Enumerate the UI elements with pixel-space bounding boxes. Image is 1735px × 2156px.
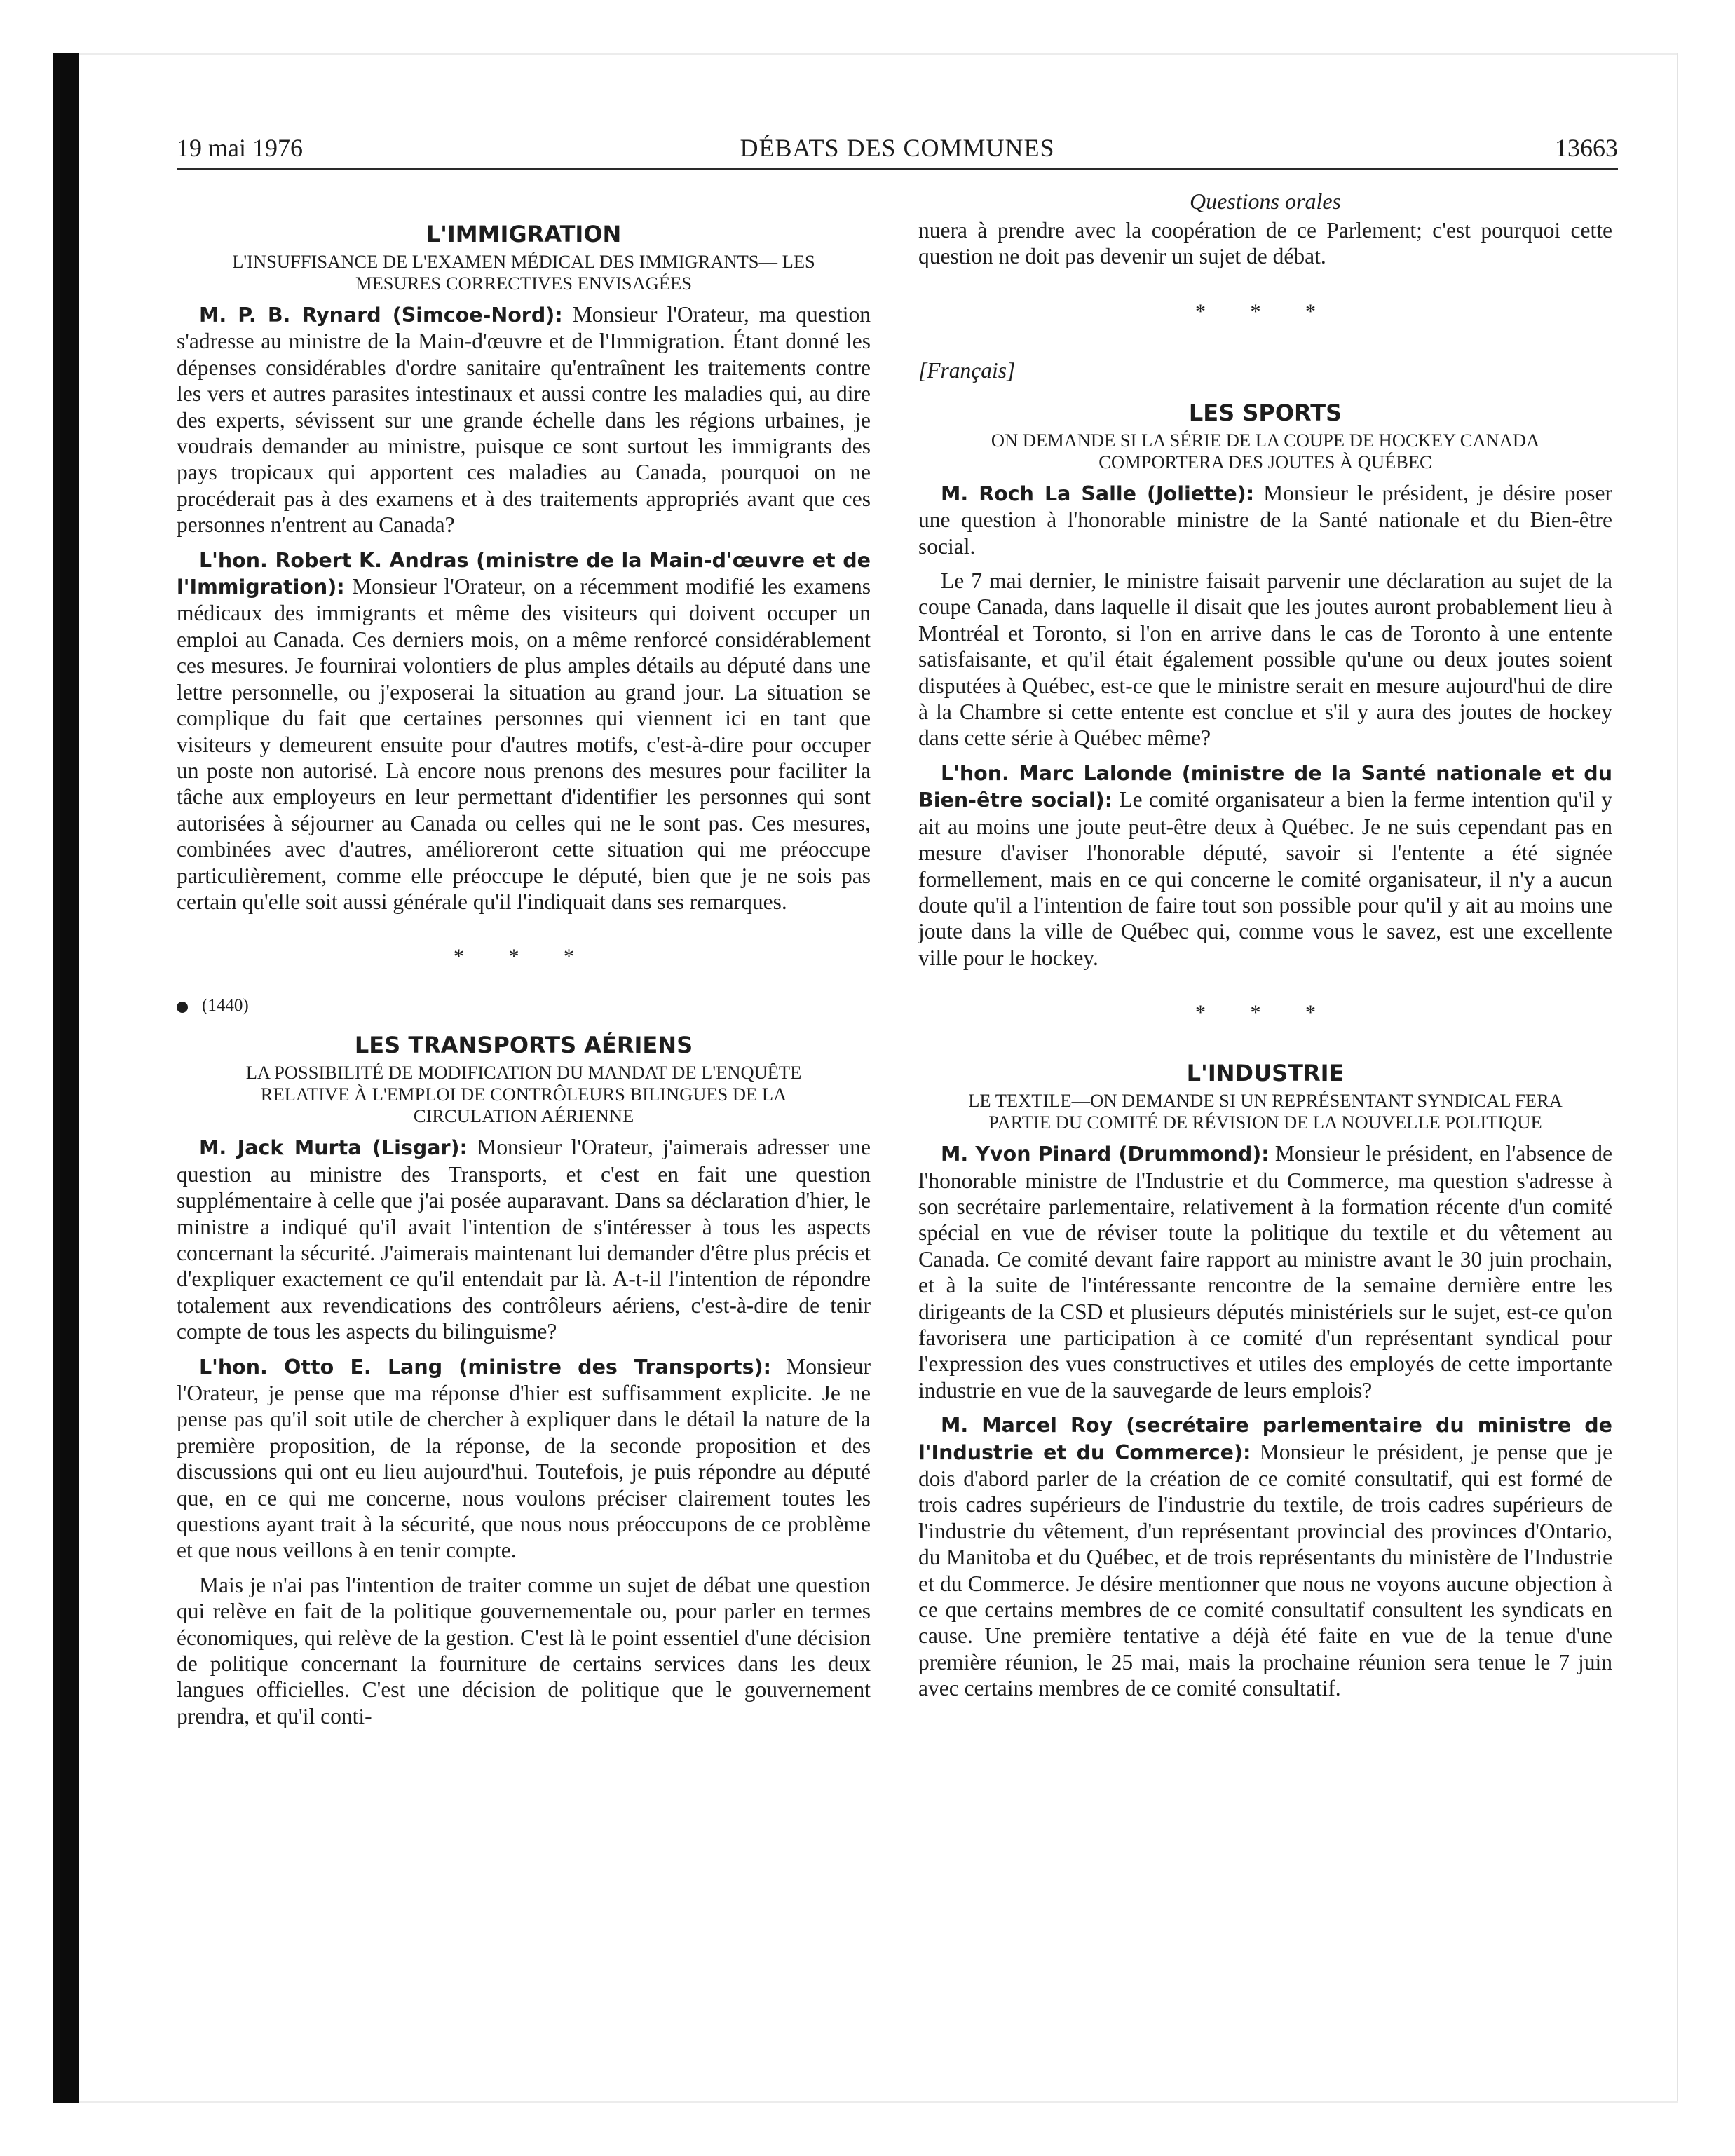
bullet-icon [177,1002,188,1013]
language-tag: [Français] [918,357,1016,383]
paragraph: Le 7 mai dernier, le ministre faisait parvenir une déclaration au sujet de la coupe Canada, dans laquelle il disait que les joutes auront probablement lieu à Montréal et Toronto, si l'on en arrive dans le cas de Toronto à une entente satisfaisante, et qu'il était également possible qu'une ou deux joutes soient disputées à Québec, est-ce que le ministre serait en mesure aujourd'hui de dire à la Chambre si cette entente est conclue et s'il y aura des joutes de hockey dans cette série à Québec même? [918,568,1612,751]
section-title-sports: LES SPORTS [1188,399,1342,426]
paragraph [177,1353,871,1564]
subhead-transports: LA POSSIBILITÉ DE MODIFICATION DU MANDAT DE L'ENQUÊTE RELATIVE À L'EMPLOI DE CONTRÔLEURS BILINGUES DE LA CIRCULATION AÉRIENNE [245,1062,802,1127]
paragraph-continuation: nuera à prendre avec la coopération de ce Parlement; c'est pourquoi cette question ne doit pas devenir un sujet de débat. [918,218,1612,269]
paragraph [918,1412,1612,1701]
paragraph-text: Monsieur l'Orateur, ma question s'adresse au ministre de la Main-d'œuvre et de l'Immigration. Étant donné les dépenses considérables d'ordre sanitaire qu'entraînent les traitements contre les vers et autres parasites intestinaux et aussi contre les maladies qui, au dire des experts, sévissent sur une grande échelle dans les régions urbaines, je voudrais demander au ministre, puisque ce sont surtout les immigrants des pays tropicaux qui apportent ces maladies au Canada, pourquoi on ne procéderait pas à des examens et à des traitements appropriés avant que ces personnes n'entrent au Canada? [177,302,871,538]
paragraph [177,301,871,538]
section-separator: * * * [454,945,594,969]
paragraph-text: Le comité organisateur a bien la ferme intention qu'il y ait au moins une joute peut-être deux à Québec. Je ne suis cependant pas en mesure d'aviser l'honorable député, savoir si l'entente a été signée formellement, mais en ce qui concerne le comité organisateur, il n'y a aucun doute qu'il a l'intention de faire tout son possible pour qu'il y ait au moins une joute dans la ville de Québec qui, comme vous le savez, est une excellente ville pour le hockey. [918,787,1612,970]
right-column [918,188,1612,1702]
paragraph-text: Monsieur le président, je pense que je dois d'abord parler de la création de ce comité consultatif, qui est formé de trois cadres supérieurs de l'industrie du textile, de trois cadres supérieurs de l'industrie du vêtement, d'un représentant provincial des provinces d'Ontario, du Manitoba et du Québec, et de trois représentants du ministère de l'Industrie et du Commerce. Je désire mentionner que nous ne voyons aucune objection à ce que certains membres de ce comité consultatif consultent les syndicats en cause. Une première tentative a déjà été faite en vue de la tenue d'une première réunion, le 25 mai, mais la prochaine réunion sera tenue le 7 juin avec certains membres de ce comité consultatif. [918,1439,1613,1701]
scan-edge-bar [53,53,79,2103]
section-title-transports: LES TRANSPORTS AÉRIENS [354,1032,693,1059]
subhead-immigration: L'INSUFFISANCE DE L'EXAMEN MÉDICAL DES IMMIGRANTS— LES MESURES CORRECTIVES ENVISAGÉES [232,251,815,294]
speaker-name: M. Jack Murta (Lisgar): [199,1136,468,1160]
header-page-number: 13663 [1555,134,1618,162]
paragraph [177,547,871,915]
subhead-industrie: LE TEXTILE—ON DEMANDE SI UN REPRÉSENTANT SYNDICAL FERA PARTIE DU COMITÉ DE RÉVISION DE LA NOUVELLE POLITIQUE [968,1090,1563,1133]
left-column [177,188,871,1729]
paragraph [918,760,1612,971]
speaker-name: L'hon. Marc Lalonde (ministre de la Santé nationale et du Bien-être social): [918,761,1612,812]
header-publication: DÉBATS DES COMMUNES [740,134,1055,162]
section-separator: * * * [1195,1001,1335,1025]
paragraph-text: Monsieur l'Orateur, on a récemment modifié les examens médicaux des immigrants et même des visiteurs qui doivent occuper un emploi au Canada. Ces derniers mois, on a même renforcé considérablement ces mesures. Je fournirai volontiers de plus amples détails au député dans une lettre personnelle, ou j'exposerai la situation au grand jour. La situation se complique du fait que certaines personnes qui viennent ici en tant que visiteurs y demeurent ensuite pour d'autres motifs, c'est-à-dire pour occuper un poste non autorisé. Là encore nous prenons des mesures pour faciliter la tâche aux employeurs en leur permettant d'identifier les personnes qui sont autorisées à séjourner au Canada ou celles qui ne le sont pas. Ces mesures, combinées avec d'autres, amélioreront cette situation qui me préoccupe particulièrement, comme elle préoccupe le député, bien que je ne sois pas certain qu'elle soit aussi générale qu'il l'indiquait dans ses remarques. [177,574,871,914]
speaker-name: M. Yvon Pinard (Drummond): [941,1142,1270,1166]
scan-border-right [1677,53,1678,2103]
speaker-name: M. P. B. Rynard (Simcoe-Nord): [199,303,563,327]
paragraph-text: Monsieur l'Orateur, j'aimerais adresser une question au ministre des Transports, et c'est en fait une question supplémentaire à celle que j'ai posée auparavant. Dans sa déclaration d'hier, le ministre a indiqué qu'il avait l'intention de s'intéresser à tous les aspects concernant la sécurité. J'aimerais maintenant lui demander d'être plus précis et d'expliquer exactement ce qu'il entendait par là. A-t-il l'intention de répondre totalement aux revendications des contrôleurs aériens, c'est-à-dire de tenir compte de tous les aspects du bilinguisme? [177,1135,871,1344]
header-rule [177,168,1618,170]
timestamp [177,992,871,1020]
running-head: Questions orales [1190,189,1341,214]
paragraph [177,1134,871,1344]
paragraph: Mais je n'ai pas l'intention de traiter comme un sujet de débat une question qui relève en fait de la politique gouvernementale ou, pour parler en termes économiques, qui relève de la gestion. C'est là le point essentiel d'une décision de politique concernant la fourniture de certains services dans les deux langues officielles. C'est une décision de politique que le gouvernement prendra, et qu'il conti- [177,1572,871,1728]
speaker-name: M. Marcel Roy (secrétaire parlementaire du ministre de l'Industrie et du Commerce): [918,1414,1612,1464]
speaker-name: M. Roch La Salle (Joliette): [941,482,1255,505]
speaker-name: L'hon. Robert K. Andras (ministre de la Main-d'œuvre et de l'Immigration): [177,548,871,599]
timestamp-text: (1440) [202,996,249,1016]
paragraph [918,1140,1612,1403]
paragraph-text: Monsieur l'Orateur, je pense que ma réponse d'hier est suffisamment explicite. Je ne pense pas qu'il soit utile de chercher à expliquer dans le détail la nature de la première proposition, de la réponse, de la seconde proposition et des discussions qui ont eu lieu aujourd'hui. Toutefois, je puis répondre au député que, en ce qui me concerne, nous voulons préciser clairement toutes les questions ayant trait à la sécurité, que nous nous préoccupons de ce problème et que nous veillons à en tenir compte. [177,1353,871,1563]
paragraph [918,480,1612,559]
scan-border-top [79,53,1678,55]
speaker-name: L'hon. Otto E. Lang (ministre des Transports): [199,1355,772,1379]
page-header [177,133,1618,167]
subhead-sports: ON DEMANDE SI LA SÉRIE DE LA COUPE DE HOCKEY CANADA COMPORTERA DES JOUTES À QUÉBEC [991,429,1540,472]
paragraph-text: Monsieur le président, en l'absence de l'honorable ministre de l'Industrie et du Commerce, ma question s'adresse à son secrétaire parlementaire, relativement à la formation récente d'un comité spécial en vue de réviser toute la politique du textile et du vêtement au Canada. Ce comité devant faire rapport au ministre avant le 30 juin prochain, et à la suite de l'intéressante rencontre de la semaine dernière entre les dirigeants de la CSD et plusieurs députés ministériels sur le sujet, est-ce qu'on favorisera une participation à ce comité d'un représentant syndical pour l'expression des vues constructives et utiles des employés de cette importante industrie en vue de la sauvegarde de leurs emplois? [918,1141,1613,1403]
scan-border-bottom [79,2101,1678,2103]
section-title-immigration: L'IMMIGRATION [426,221,622,247]
section-separator: * * * [1195,299,1335,323]
section-title-industrie: L'INDUSTRIE [1186,1060,1345,1087]
header-date: 19 mai 1976 [177,134,303,162]
paragraph-text: Monsieur le président, je désire poser une question à l'honorable ministre de la Santé nationale et du Bien-être social. [918,480,1612,559]
